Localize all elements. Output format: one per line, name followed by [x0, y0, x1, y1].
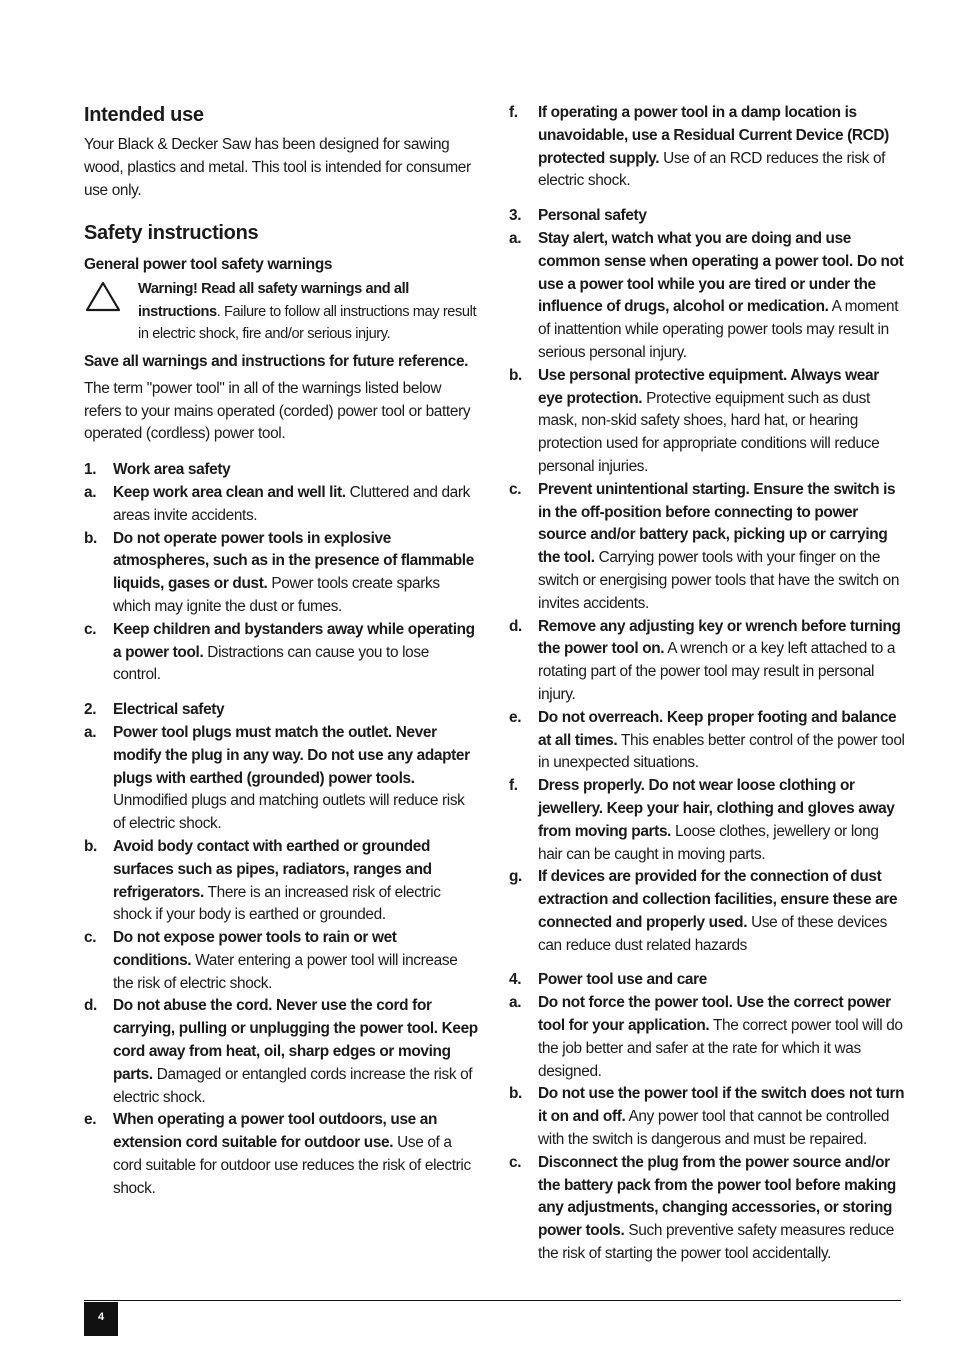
list-item: c. Keep children and bystanders away while operating a power tool. Distractions can cause you to lose control.	[84, 620, 475, 684]
right-column	[509, 102, 905, 1266]
section-2-title: Electrical safety	[113, 701, 225, 719]
warning-rest: . Failure to follow all instructions may result in electric shock, fire and/or serious injury.	[138, 303, 477, 343]
warning-block	[84, 278, 478, 346]
list-item: e. When operating a power tool outdoors, use an extension cord suitable for outdoor use. Use of a cord suitable for outdoor use reduces the risk of electric shock.	[84, 1111, 471, 1197]
section-1-heading	[84, 459, 478, 482]
section-4-number: 4.	[509, 971, 522, 989]
list-item: c. Disconnect the plug from the power source and/or the battery pack from the power tool before making any adjustments, changing accessories, or storing power tools. Such preventive safety measures reduce the risk of starting the power tool accidentally.	[509, 1153, 896, 1263]
list-item: d. Remove any adjusting key or wrench before turning the power tool on. A wrench or a key left attached to a rotating part of the power tool may result in personal injury.	[509, 617, 901, 703]
list-item: a. Power tool plugs must match the outlet. Never modify the plug in any way. Do not use any adapter plugs with earthed (grounded) power tools. Unmodified plugs and matching outlets will reduce risk of electric shock.	[84, 723, 470, 833]
intended-use-text: Your Black & Decker Saw has been designed for sawing wood, plastics and metal. This tool is intended for consumer use only.	[84, 136, 471, 199]
list-item: b. Do not operate power tools in explosive atmospheres, such as in the presence of flammable liquids, gases or dust. Power tools create sparks which may ignite the dust or fumes.	[84, 529, 474, 615]
list-item: b. Do not use the power tool if the switch does not turn it on and off. Any power tool that cannot be controlled with the switch is dangerous and must be repaired.	[509, 1085, 905, 1149]
list-item: b. Avoid body contact with earthed or grounded surfaces such as pipes, radiators, ranges and refrigerators. There is an increased risk of electric shock if your body is earthed or grounded.	[84, 837, 441, 924]
list-item: a. Do not force the power tool. Use the correct power tool for your application. The correct power tool will do the job better and safer at the rate for which it was designed.	[509, 994, 903, 1080]
section-1-number: 1.	[84, 461, 97, 479]
left-column	[84, 102, 478, 1201]
warning-bold: Warning! Read all safety warnings and all instructions	[138, 281, 409, 320]
list-item: a. Stay alert, watch what you are doing and use common sense when operating a power tool. Do not use a power tool while you are tired or under the influence of drugs, alcohol or medication. A moment of inattention while operating power tools may result in serious personal injury.	[509, 229, 904, 361]
list-item: a. Keep work area clean and well lit. Cluttered and dark areas invite accidents.	[84, 483, 470, 524]
section-2-number: 2.	[84, 701, 97, 719]
section-4-title: Power tool use and care	[538, 971, 707, 989]
section-2-heading	[84, 699, 478, 722]
list-item: f. If operating a power tool in a damp location is unavoidable, use a Residual Current Device (RCD) protected supply. Use of an RCD reduces the risk of electric shock.	[509, 104, 889, 190]
list-item: g. If devices are provided for the connection of dust extraction and collection facilities, ensure these are connected and properly used. Use of these devices can reduce dust related hazards	[509, 868, 898, 954]
page-number: 4	[84, 1302, 118, 1336]
list-item: f. Dress properly. Do not wear loose clothing or jewellery. Keep your hair, clothing and gloves away from moving parts. Loose clothes, jewellery or long hair can be caught in moving parts.	[509, 777, 895, 863]
safety-instructions-heading: Safety instructions	[84, 222, 259, 245]
section-3-title: Personal safety	[538, 207, 647, 225]
general-warnings-heading: General power tool safety warnings	[84, 256, 333, 274]
section-1-title: Work area safety	[113, 461, 231, 479]
section-3-heading	[509, 205, 905, 228]
list-item: c. Do not expose power tools to rain or wet conditions. Water entering a power tool will increase the risk of electric shock.	[84, 929, 458, 992]
footer-rule	[84, 1300, 901, 1301]
warning-triangle-icon	[84, 278, 138, 346]
warning-text	[138, 278, 478, 346]
list-item: b. Use personal protective equipment. Always wear eye protection. Protective equipment such as dust mask, non-skid safety shoes, hard hat, or hearing protection used for appropriate conditions will reduce personal injuries.	[509, 366, 880, 475]
term-text: The term "power tool" in all of the warnings listed below refers to your mains operated (corded) power tool or battery operated (cordless) power tool.	[84, 379, 471, 443]
section-3-number: 3.	[509, 207, 522, 225]
list-item: d. Do not abuse the cord. Never use the cord for carrying, pulling or unplugging the power tool. Keep cord away from heat, oil, sharp edges or moving parts. Damaged or entangled cords increase the risk of electric shock.	[84, 997, 478, 1106]
list-item: c. Prevent unintentional starting. Ensure the switch is in the off-position before connecting to power source and/or battery pack, picking up or carrying the tool. Carrying power tools with your finger on the switch or energising power tools that have the switch on invites accidents.	[509, 480, 900, 612]
save-note: Save all warnings and instructions for future reference.	[84, 352, 469, 370]
list-item: e. Do not overreach. Keep proper footing and balance at all times. This enables better control of the power tool in unexpected situations.	[509, 708, 905, 772]
section-4-heading	[509, 969, 905, 992]
intended-use-heading: Intended use	[84, 104, 204, 126]
